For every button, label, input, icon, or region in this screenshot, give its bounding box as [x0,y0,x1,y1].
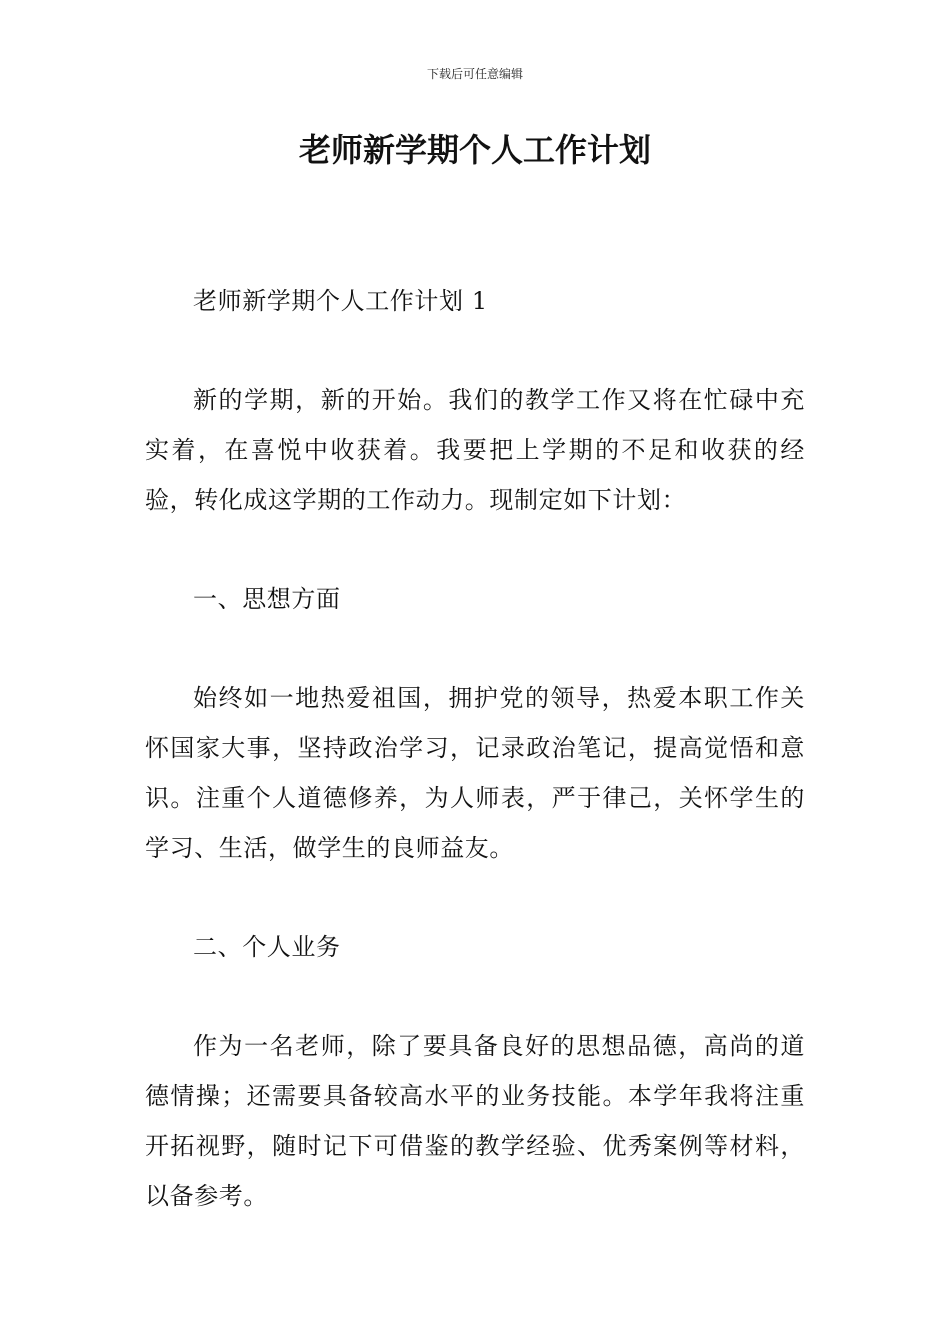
document-title: 老师新学期个人工作计划 [298,131,651,169]
section-paragraph: 始终如一地热爱祖国，拥护党的领导，热爱本职工作关怀国家大事，坚持政治学习，记录政治笔记，提高觉悟和意识。注重个人道德修养，为人师表，严于律己，关怀学生的学习、生活，做学生的良师益友。 [145,684,805,862]
section-heading: 二、个人业务 [193,933,341,961]
intro-paragraph: 新的学期，新的开始。我们的教学工作又将在忙碌中充实着，在喜悦中收获着。我要把上学期的不足和收获的经验，转化成这学期的工作动力。现制定如下计划： [145,386,805,514]
section-heading: 一、思想方面 [193,585,341,613]
header-note: 下载后可任意编辑 [426,67,523,81]
section-paragraph: 作为一名老师，除了要具备良好的思想品德，高尚的道德情操；还需要具备较高水平的业务技能。本学年我将注重开拓视野，随时记下可借鉴的教学经验、优秀案例等材料，以备参考。 [145,1032,805,1210]
document-subtitle: 老师新学期个人工作计划 1 [193,287,488,315]
